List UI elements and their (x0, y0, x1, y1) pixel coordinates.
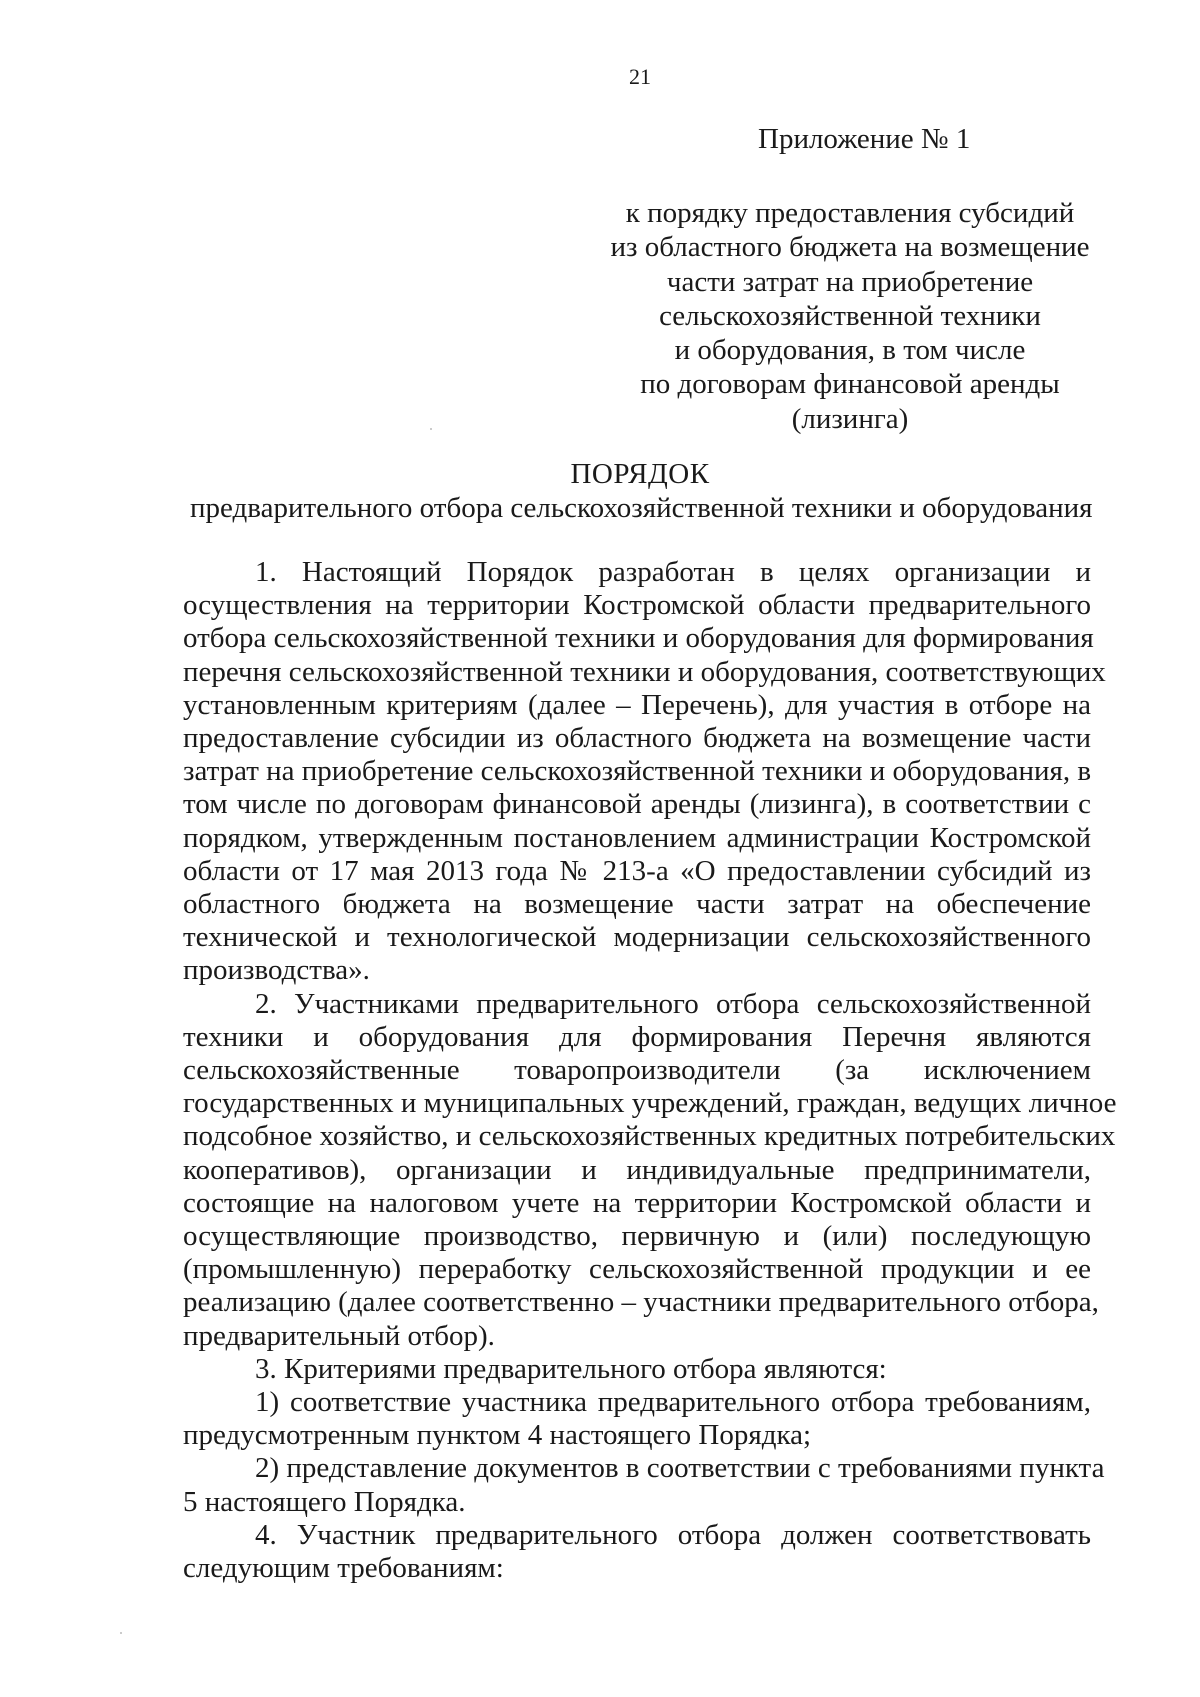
paragraph-line: следующим требованиям: (183, 1552, 504, 1585)
paragraph-line: предусмотренным пунктом 4 настоящего Порядка; (183, 1419, 812, 1452)
scan-speck (430, 428, 432, 430)
appendix-subtitle-line: из областного бюджета на возмещение (610, 231, 1090, 264)
paragraph-line: 5 настоящего Порядка. (183, 1485, 466, 1518)
paragraph-line: 2) представление документов в соответствии с требованиями пункта (255, 1452, 1105, 1485)
paragraph-line: 1) соответствие участника предварительного отбора требованиям, (255, 1386, 1091, 1419)
document-subheading: предварительного отбора сельскохозяйственной техники и оборудования (190, 492, 1093, 524)
appendix-subtitle-line: сельскохозяйственной техники (659, 299, 1041, 332)
paragraph-line: том числе по договорам финансовой аренды (лизинга), в соответствии с (183, 788, 1091, 821)
paragraph-line: предварительный отбор). (183, 1319, 495, 1352)
appendix-subtitle-line: и оборудования, в том числе (674, 334, 1026, 367)
paragraph-line: области от 17 мая 2013 года № 213-а «О предоставлении субсидий из (183, 854, 1091, 887)
paragraph-line: кооперативов), организации и индивидуальные предприниматели, (183, 1153, 1091, 1186)
paragraph-line: подсобное хозяйство, и сельскохозяйственных кредитных потребительских (183, 1120, 1116, 1153)
paragraph-line: техники и оборудования для формирования Перечня являются (183, 1020, 1091, 1053)
scan-speck (120, 1632, 122, 1634)
paragraph-5 (183, 1452, 1105, 1518)
paragraph-line: осуществляющие производство, первичную и (или) последующую (183, 1220, 1091, 1253)
paragraph-line: 4. Участник предварительного отбора должен соответствовать (255, 1518, 1091, 1551)
paragraph-line: отбора сельскохозяйственной техники и оборудования для формирования (183, 622, 1094, 655)
paragraph-line: установленным критериям (далее – Перечень), для участия в отборе на (183, 688, 1091, 721)
paragraph-line: состоящие на налоговом учете на территории Костромской области и (183, 1186, 1091, 1219)
paragraph-3 (183, 1353, 1091, 1386)
document-body (183, 556, 1117, 1585)
paragraph-line: перечня сельскохозяйственной техники и оборудования, соответствующих (183, 655, 1106, 688)
paragraph-line: 2. Участниками предварительного отбора сельскохозяйственной (255, 987, 1091, 1020)
appendix-title: Приложение № 1 (758, 123, 971, 155)
paragraph-line: областного бюджета на возмещение части затрат на обеспечение (183, 888, 1091, 921)
paragraph-1 (183, 556, 1106, 988)
paragraph-2 (183, 987, 1117, 1353)
paragraph-line: сельскохозяйственные товаропроизводители (за исключением (183, 1054, 1091, 1087)
paragraph-4 (183, 1386, 1091, 1452)
paragraph-line: технической и технологической модернизации сельскохозяйственного (183, 921, 1091, 954)
paragraph-line: 3. Критериями предварительного отбора являются: (255, 1352, 887, 1385)
page-number: 21 (629, 64, 651, 89)
paragraph-line: реализацию (далее соответственно – участники предварительного отбора, (183, 1286, 1099, 1319)
paragraph-line: предоставление субсидии из областного бюджета на возмещение части (183, 722, 1091, 755)
paragraph-line: государственных и муниципальных учреждений, граждан, ведущих личное (183, 1087, 1117, 1120)
appendix-subtitle-line: (лизинга) (791, 402, 909, 435)
appendix-subtitle-line: по договорам финансовой аренды (640, 368, 1060, 401)
paragraph-line: (промышленную) переработку сельскохозяйственной продукции и ее (183, 1253, 1091, 1286)
paragraph-line: производства». (183, 954, 370, 987)
paragraph-line: осуществления на территории Костромской области предварительного (183, 589, 1091, 622)
paragraph-6 (183, 1519, 1091, 1585)
appendix-subtitle (610, 196, 1090, 436)
paragraph-line: порядком, утвержденным постановлением администрации Костромской (183, 821, 1091, 854)
appendix-subtitle-line: части затрат на приобретение (666, 265, 1034, 298)
appendix-subtitle-line: к порядку предоставления субсидий (625, 197, 1075, 229)
document-heading: ПОРЯДОК (570, 458, 710, 490)
paragraph-line: 1. Настоящий Порядок разработан в целях организации и (255, 556, 1091, 588)
paragraph-line: затрат на приобретение сельскохозяйственной техники и оборудования, в (183, 755, 1092, 788)
